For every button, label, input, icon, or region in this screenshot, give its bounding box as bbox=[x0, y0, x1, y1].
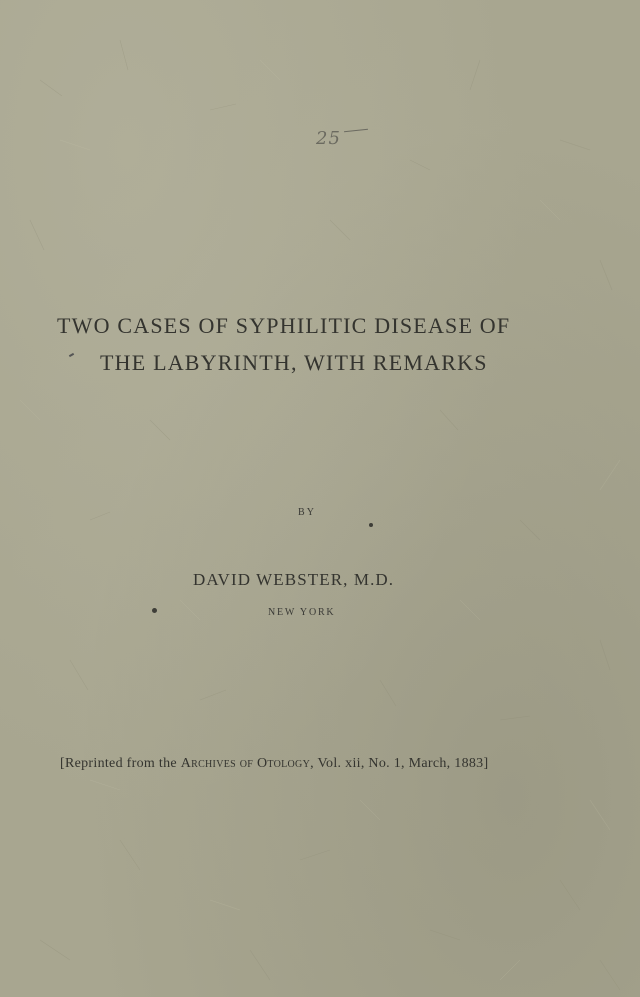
author-name: DAVID WEBSTER, M.D. bbox=[193, 570, 395, 589]
ink-speck bbox=[152, 608, 157, 613]
author-place: NEW YORK bbox=[268, 607, 336, 618]
handwritten-annotation: 25 bbox=[316, 128, 341, 149]
journal-name: Archives of Otology bbox=[180, 756, 311, 771]
reprint-suffix: , Vol. xii, No. 1, March, 1883] bbox=[310, 756, 489, 771]
ink-speck bbox=[369, 523, 373, 527]
byline-by: BY bbox=[298, 507, 316, 518]
reprint-note bbox=[60, 756, 488, 772]
title-line-2: THE LABYRINTH, WITH REMARKS bbox=[100, 350, 488, 375]
title-line-1: TWO CASES OF SYPHILITIC DISEASE OF bbox=[57, 313, 511, 338]
reprint-prefix: [Reprinted from the bbox=[60, 756, 181, 771]
